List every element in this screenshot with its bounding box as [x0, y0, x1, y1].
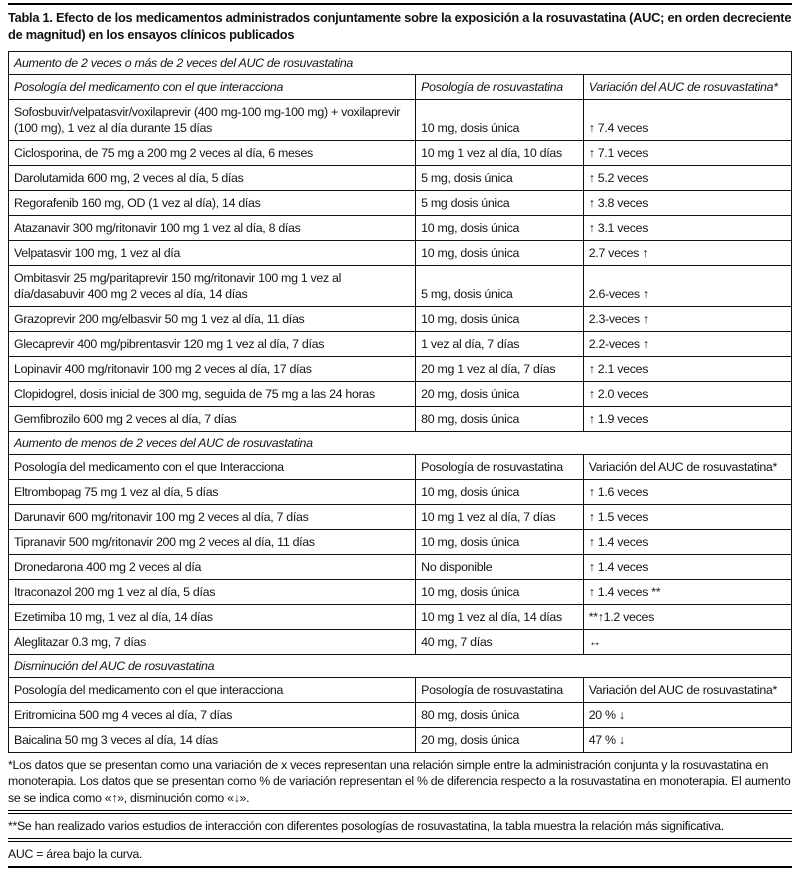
drug-cell: Darunavir 600 mg/ritonavir 100 mg 2 veces al día, 7 días — [9, 504, 416, 529]
table-row — [9, 604, 792, 629]
rosuvastatin-dose-cell: 20 mg, dosis única — [416, 381, 584, 406]
rosuvastatin-dose-cell: 10 mg, dosis única — [416, 240, 584, 265]
table-row — [9, 727, 792, 752]
table-row — [9, 504, 792, 529]
page-title: Tabla 1. Efecto de los medicamentos administrados conjuntamente sobre la exposición a la rosuvastatina (AUC; en orden decreciente de magnitud) en los ensayos clínicos publicados — [8, 10, 792, 42]
table-row — [9, 331, 792, 356]
auc-change-cell: 2.7 veces ↑ — [583, 240, 791, 265]
auc-change-cell: 2.2-veces ↑ — [583, 331, 791, 356]
auc-change-cell: 2.6-veces ↑ — [583, 265, 791, 306]
drug-cell: Darolutamida 600 mg, 2 veces al día, 5 días — [9, 165, 416, 190]
rosuvastatin-dose-cell: 5 mg dosis única — [416, 190, 584, 215]
auc-change-cell: ↑ 1.4 veces — [583, 554, 791, 579]
section-title: Disminución del AUC de rosuvastatina — [9, 654, 792, 677]
footnote-separator — [8, 810, 792, 814]
table-row — [9, 165, 792, 190]
rosuvastatin-dose-cell: No disponible — [416, 554, 584, 579]
auc-change-cell: ↑ 1.4 veces ** — [583, 579, 791, 604]
drug-cell: Itraconazol 200 mg 1 vez al día, 5 días — [9, 579, 416, 604]
drug-cell: Sofosbuvir/velpatasvir/voxilaprevir (400 mg-100 mg-100 mg) + voxilaprevir (100 mg), 1 vez al día durante 15 días — [9, 99, 416, 140]
table-row — [9, 579, 792, 604]
drug-cell: Eritromicina 500 mg 4 veces al día, 7 días — [9, 702, 416, 727]
auc-change-cell: ↑ 1.6 veces — [583, 479, 791, 504]
auc-change-cell: 2.3-veces ↑ — [583, 306, 791, 331]
auc-change-cell: ↑ 7.1 veces — [583, 140, 791, 165]
drug-cell: Grazoprevir 200 mg/elbasvir 50 mg 1 vez al día, 11 días — [9, 306, 416, 331]
rosuvastatin-dose-cell: 80 mg, dosis única — [416, 702, 584, 727]
drug-cell: Tipranavir 500 mg/ritonavir 200 mg 2 veces al día, 11 días — [9, 529, 416, 554]
table-row — [9, 356, 792, 381]
table-row — [9, 629, 792, 654]
column-header-row — [9, 74, 792, 99]
drug-cell: Ezetimiba 10 mg, 1 vez al día, 14 días — [9, 604, 416, 629]
auc-change-cell: ↑ 1.9 veces — [583, 406, 791, 431]
drug-cell: Eltrombopag 75 mg 1 vez al día, 5 días — [9, 479, 416, 504]
table-row — [9, 140, 792, 165]
column-header-row — [9, 677, 792, 702]
rosuvastatin-dose-cell: 5 mg, dosis única — [416, 165, 584, 190]
section-header-row — [9, 654, 792, 677]
section-title: Aumento de menos de 2 veces del AUC de rosuvastatina — [9, 431, 792, 454]
auc-change-cell: ↑ 3.8 veces — [583, 190, 791, 215]
column-header: Posología del medicamento con el que interacciona — [9, 74, 416, 99]
column-header: Posología de rosuvastatina — [416, 454, 584, 479]
table-row — [9, 215, 792, 240]
table-row — [9, 479, 792, 504]
table-row — [9, 406, 792, 431]
rosuvastatin-dose-cell: 10 mg, dosis única — [416, 306, 584, 331]
column-header: Posología de rosuvastatina — [416, 677, 584, 702]
table-row — [9, 554, 792, 579]
auc-change-cell: ↔ — [583, 629, 791, 654]
rosuvastatin-dose-cell: 40 mg, 7 días — [416, 629, 584, 654]
section-title: Aumento de 2 veces o más de 2 veces del AUC de rosuvastatina — [9, 51, 792, 74]
rosuvastatin-dose-cell: 10 mg 1 vez al día, 14 días — [416, 604, 584, 629]
section-header-row — [9, 431, 792, 454]
column-header: Posología de rosuvastatina — [416, 74, 584, 99]
footnote-asterisk: *Los datos que se presentan como una variación de x veces representan una relación simple entre la administración conjunta y la rosuvastatina en monoterapia. Los datos que se presentan como % de variación representan el % de diferencia respecto a la rosuvastatina en monoterapia. El aumento se se indica como «↑», disminución como «↓». — [8, 757, 791, 805]
rosuvastatin-dose-cell: 10 mg 1 vez al día, 7 días — [416, 504, 584, 529]
rosuvastatin-dose-cell: 10 mg, dosis única — [416, 529, 584, 554]
auc-change-cell: ↑ 5.2 veces — [583, 165, 791, 190]
drug-cell: Atazanavir 300 mg/ritonavir 100 mg 1 vez al día, 8 días — [9, 215, 416, 240]
table-row — [9, 240, 792, 265]
rosuvastatin-dose-cell: 20 mg 1 vez al día, 7 días — [416, 356, 584, 381]
drug-cell: Lopinavir 400 mg/ritonavir 100 mg 2 veces al día, 17 días — [9, 356, 416, 381]
auc-change-cell: ↑ 1.4 veces — [583, 529, 791, 554]
rosuvastatin-dose-cell: 10 mg 1 vez al día, 10 días — [416, 140, 584, 165]
drug-cell: Regorafenib 160 mg, OD (1 vez al día), 14 días — [9, 190, 416, 215]
column-header-row — [9, 454, 792, 479]
rosuvastatin-dose-cell: 5 mg, dosis única — [416, 265, 584, 306]
table-row — [9, 306, 792, 331]
auc-change-cell: ↑ 1.5 veces — [583, 504, 791, 529]
auc-change-cell: ↑ 7.4 veces — [583, 99, 791, 140]
column-header: Variación del AUC de rosuvastatina* — [583, 677, 791, 702]
bottom-rule — [8, 866, 792, 868]
drug-cell: Ombitasvir 25 mg/paritaprevir 150 mg/ritonavir 100 mg 1 vez al día/dasabuvir 400 mg 2 veces al día, 14 días — [9, 265, 416, 306]
column-header: Variación del AUC de rosuvastatina* — [583, 74, 791, 99]
interactions-table — [8, 51, 792, 753]
column-header: Variación del AUC de rosuvastatina* — [583, 454, 791, 479]
drug-cell: Glecaprevir 400 mg/pibrentasvir 120 mg 1 vez al día, 7 días — [9, 331, 416, 356]
drug-cell: Baicalina 50 mg 3 veces al día, 14 días — [9, 727, 416, 752]
rosuvastatin-dose-cell: 10 mg, dosis única — [416, 99, 584, 140]
footnote-separator — [8, 838, 792, 842]
rosuvastatin-dose-cell: 80 mg, dosis única — [416, 406, 584, 431]
table-row — [9, 529, 792, 554]
table-row — [9, 99, 792, 140]
drug-cell: Aleglitazar 0.3 mg, 7 días — [9, 629, 416, 654]
table-row — [9, 265, 792, 306]
rosuvastatin-dose-cell: 1 vez al día, 7 días — [416, 331, 584, 356]
auc-change-cell: ↑ 3.1 veces — [583, 215, 791, 240]
table-row — [9, 190, 792, 215]
interactions-table-body — [9, 51, 792, 752]
drug-cell: Velpatasvir 100 mg, 1 vez al día — [9, 240, 416, 265]
table-row — [9, 702, 792, 727]
drug-cell: Clopidogrel, dosis inicial de 300 mg, seguida de 75 mg a las 24 horas — [9, 381, 416, 406]
rosuvastatin-dose-cell: 10 mg, dosis única — [416, 579, 584, 604]
auc-change-cell: ↑ 2.1 veces — [583, 356, 791, 381]
rosuvastatin-dose-cell: 10 mg, dosis única — [416, 479, 584, 504]
auc-change-cell: 20 % ↓ — [583, 702, 791, 727]
drug-cell: Dronedarona 400 mg 2 veces al día — [9, 554, 416, 579]
column-header: Posología del medicamento con el que Interacciona — [9, 454, 416, 479]
auc-change-cell: **↑1.2 veces — [583, 604, 791, 629]
footnotes — [8, 757, 792, 869]
table-row — [9, 381, 792, 406]
footnote-double-asterisk: **Se han realizado varios estudios de interacción con diferentes posologías de rosuvastatina, la tabla muestra la relación más significativa. — [8, 818, 724, 833]
rosuvastatin-dose-cell: 20 mg, dosis única — [416, 727, 584, 752]
rosuvastatin-dose-cell: 10 mg, dosis única — [416, 215, 584, 240]
section-header-row — [9, 51, 792, 74]
footnote-auc-abbreviation: AUC = área bajo la curva. — [8, 846, 143, 861]
top-rule — [8, 3, 792, 5]
drug-cell: Ciclosporina, de 75 mg a 200 mg 2 veces al día, 6 meses — [9, 140, 416, 165]
column-header: Posología del medicamento con el que interacciona — [9, 677, 416, 702]
drug-cell: Gemfibrozilo 600 mg 2 veces al día, 7 días — [9, 406, 416, 431]
auc-change-cell: ↑ 2.0 veces — [583, 381, 791, 406]
auc-change-cell: 47 % ↓ — [583, 727, 791, 752]
